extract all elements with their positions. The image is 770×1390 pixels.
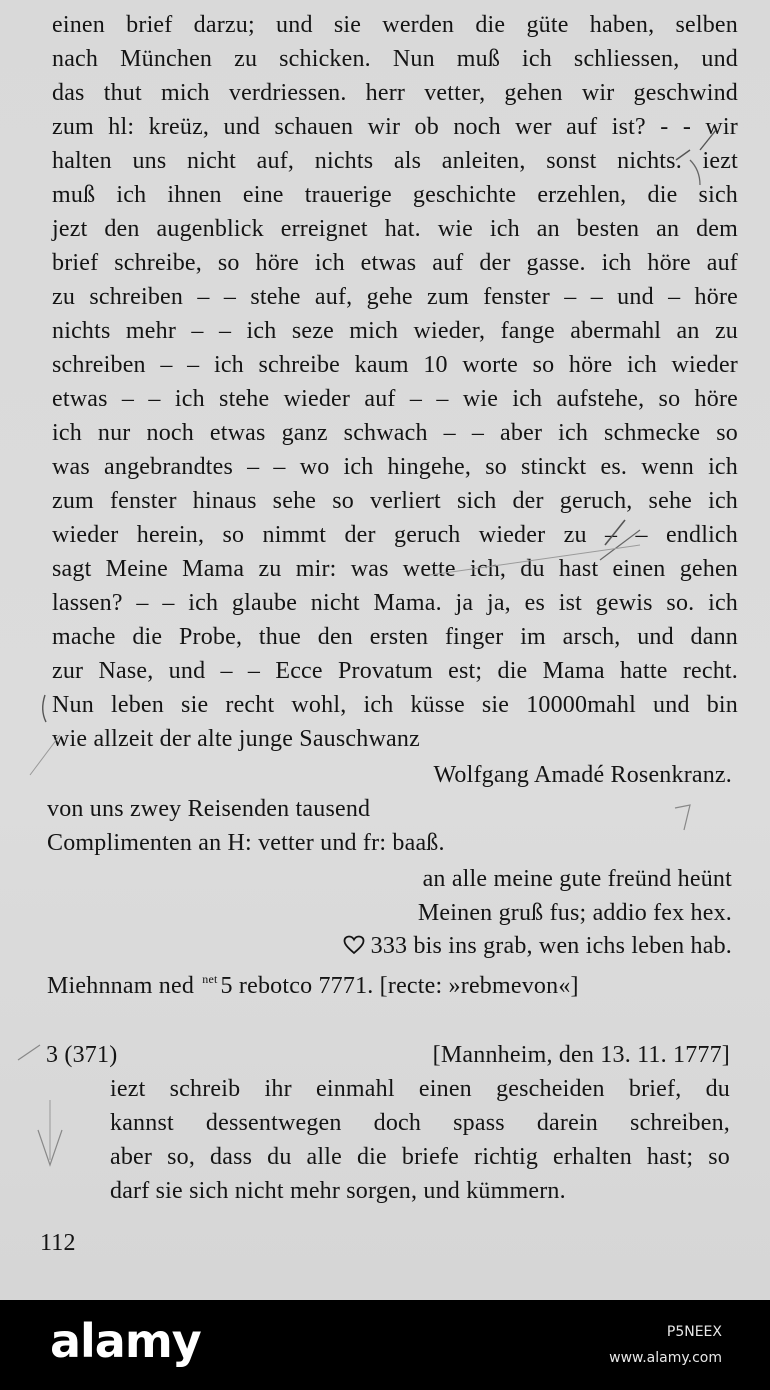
text-line: zum fenster hinaus sehe so verliert sich der geruch, sehe ich [52, 488, 738, 514]
text-line: sagt Meine Mama zu mir: was wette ich, du hast einen gehen [52, 556, 738, 582]
date-superscript: net [202, 972, 218, 986]
date-right: 5 rebotco 7771. [recte: »rebmevon«] [220, 973, 579, 999]
text-line: brief schreibe, so höre ich etwas auf der gasse. ich höre auf [52, 250, 738, 276]
watermark-bar [0, 1300, 770, 1390]
letter-number: 3 (371) [46, 1042, 118, 1068]
signature: Wolfgang Amadé Rosenkranz. [433, 762, 732, 788]
greeting-line: Meinen gruß fus; addio fex hex. [417, 900, 732, 926]
date-line [47, 962, 747, 1003]
text-line: jezt den augenblick erreignet hat. wie ich an besten an dem [52, 216, 738, 242]
letter-place-date: [Mannheim, den 13. 11. 1777] [432, 1042, 730, 1068]
date-left: Miehnnam ned [47, 973, 195, 999]
text-line: kannst dessentwegen doch spass darein schreiben, [110, 1110, 730, 1136]
text-line: darf sie sich nicht mehr sorgen, und kümmern. [110, 1178, 566, 1204]
greeting-line: an alle meine gute freünd heünt [422, 866, 732, 892]
page-number: 112 [40, 1230, 76, 1256]
image-id: P5NEEX [666, 1324, 722, 1340]
alamy-logo: alamy [50, 1314, 201, 1368]
text-line: zu schreiben – – stehe auf, gehe zum fenster – – und – höre [52, 284, 738, 310]
text-line: Nun leben sie recht wohl, ich küsse sie 10000mahl und bin [52, 692, 738, 718]
text-line: ich nur noch etwas ganz schwach – – aber ich schmecke so [52, 420, 738, 446]
text-line: wie allzeit der alte junge Sauschwanz [52, 726, 420, 752]
postscript-line: Complimenten an H: vetter und fr: baaß. [47, 830, 445, 856]
postscript-line: von uns zwey Reisenden tausend [47, 796, 371, 822]
text-line: nach München zu schicken. Nun muß ich schliessen, und [52, 46, 738, 72]
site-url: www.alamy.com [609, 1350, 722, 1366]
text-line: mache die Probe, thue den ersten finger im arsch, und dann [52, 624, 738, 650]
text-line: lassen? – – ich glaube nicht Mama. ja ja, es ist gewis so. ich [52, 590, 738, 616]
text-line: nichts mehr – – ich seze mich wieder, fange abermahl an zu [52, 318, 738, 344]
text-line: was angebrandtes – – wo ich hingehe, so stinckt es. wenn ich [52, 454, 738, 480]
text-line: iezt schreib ihr einmahl einen gescheiden brief, du [110, 1076, 730, 1102]
heart-line-text: 333 bis ins grab, wen ichs leben hab. [370, 933, 732, 959]
letter3-body [110, 1072, 730, 1208]
text-line: muß ich ihnen eine trauerige geschichte erzehlen, die sich [52, 182, 738, 208]
heart-line [200, 929, 732, 963]
text-line: zum hl: kreüz, und schauen wir ob noch wer auf ist? - - wir [52, 114, 738, 140]
text-line: zur Nase, und – – Ecce Provatum est; die Mama hatte recht. [52, 658, 738, 684]
text-line: etwas – – ich stehe wieder auf – – wie ich aufstehe, so höre [52, 386, 738, 412]
text-line: das thut mich verdriessen. herr vetter, gehen wir geschwind [52, 80, 738, 106]
text-line: wieder herein, so nimmt der geruch wieder zu – – endlich [52, 522, 738, 548]
text-line: schreiben – – ich schreibe kaum 10 worte so höre ich wieder [52, 352, 738, 378]
letter-body [52, 8, 738, 756]
text-line: aber so, dass du alle die briefe richtig erhalten hast; so [110, 1144, 730, 1170]
text-line: halten uns nicht auf, nichts als anleiten, sonst nichts. iezt [52, 148, 738, 174]
letter-header [46, 1038, 730, 1072]
text-line: einen brief darzu; und sie werden die güte haben, selben [52, 12, 738, 38]
heart-icon [343, 935, 365, 955]
